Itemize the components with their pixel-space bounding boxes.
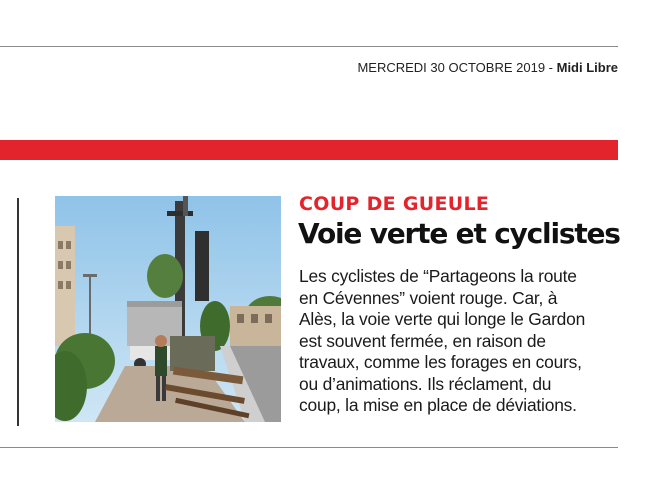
top-rule (0, 46, 618, 47)
article-body (299, 266, 629, 417)
newspaper-name: Midi Libre (556, 60, 618, 75)
article-photo (55, 196, 281, 422)
page-dateline (357, 60, 618, 75)
body-line: est souvent fermée, en raison de (299, 330, 546, 351)
article-kicker: COUP DE GUEULE (299, 193, 490, 215)
body-line: Alès, la voie verte qui longe le Gardon (299, 309, 586, 329)
article-headline: Voie verte et cyclistes (298, 217, 620, 250)
column-rule (17, 198, 19, 426)
body-line: Les cyclistes de “Partageons la route (299, 266, 577, 286)
body-line: coup, la mise en place de déviations. (299, 395, 577, 415)
body-line: travaux, comme les forages en cours, (299, 352, 582, 372)
drilling-site-illustration (55, 196, 281, 422)
dateline-text: MERCREDI 30 OCTOBRE 2019 - (357, 60, 557, 75)
bottom-rule (0, 447, 618, 448)
body-line: en Cévennes” voient rouge. Car, à (299, 287, 558, 308)
body-line: ou d’animations. Ils réclament, du (299, 373, 552, 394)
section-red-band (0, 140, 618, 160)
